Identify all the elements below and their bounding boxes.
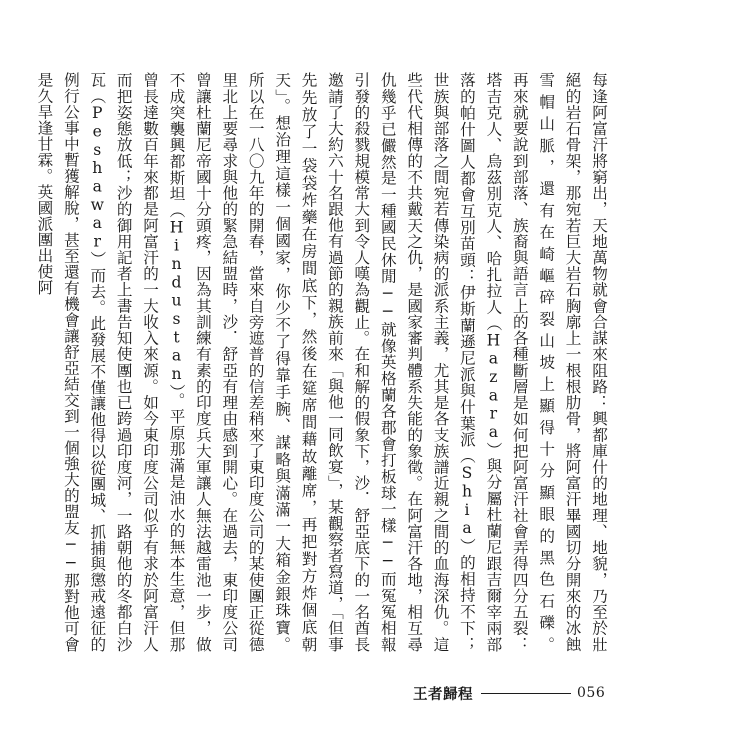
footer-rule [481, 693, 571, 694]
running-title: 王者歸程 [413, 685, 473, 703]
paragraph-1: 每逢阿富汗將窮出，天地萬物就會合謀來阻路：興都庫什的地理、地貌，乃至於壯絕的岩石骨架，那宛若巨大岩石胸廓上一根根肋骨，將阿富汗畢國切分開來的冰蝕雪帽山脈，還有在崎嶇碎裂山坡上顯得十分顯眼的黑色石礫。 [537, 72, 608, 652]
page-number: 056 [577, 685, 606, 701]
paragraph-2: 再來就要說到部落、族裔與語言上的各種斷層是如何把阿富汗社會弄得四分五裂：塔吉克人、烏茲別克人、哈扎拉人（Hazara）與分屬杜蘭尼跟吉爾宰兩部落的帕什圖人都會互別苗頭：伊斯蘭遜尼派與什葉派（Shia）的相持不下；世族與部落之間宛若傳染病的派系主義，尤其是各支族譜近親之間的血海深仇。這些代代相傳的不共戴天之仇，是國家審判體系失能的象徵。在阿富汗各地，相互尋仇幾乎已儼然是一種國民休閒──就像英格蘭各郡會打板球一樣──而冤冤相報引發的殺戮規模常大到令人嘆為觀止。在和解的假象下，沙．舒亞底下的一名酋長邀請了大約六十名跟他有過節的親族前來「與他一同飲宴」，某觀察者寫道，「但事先先放了一袋袋炸藥在房間底下，然後在筵席間藉故離席，再把對方炸個底朝天」。想治理這樣一個國家，你少不了得靠手腕、謀略與滿滿一大箱金銀珠寶。 [273, 72, 529, 652]
body-text-vertical [31, 72, 612, 652]
paragraph-3: 所以在一八〇九年的開春，當來自旁遮普的信差稍來了東印度公司的某使團正從德里北上要尋求與他的緊急結盟時，沙．舒亞有理由感到開心。在過去，東印度公司曾讓杜蘭尼帝國十分頭疼，因為其訓練有素的印度兵大軍讓人無法越雷池一步，做不成突襲興都斯坦（Hindustan）。平原那滿是油水的無本生意，但那曾長達數百年來都是阿富汗的一大收入來源。如今東印度公司似乎有求於阿富汗人而把姿態放低；沙的御用記者上書告知使團也已跨過印度河，一路朝他的冬都白沙瓦（Peshawar）而去。此發展不僅讓他得以從團城、抓捕與懲戒遠征的例行公事中暫獲解脫，甚至還有機會讓舒亞結交到一個強大的盟友──那對他可會是久旱逢甘霖。英國派團出使阿 [35, 72, 265, 652]
page-footer [413, 683, 613, 703]
